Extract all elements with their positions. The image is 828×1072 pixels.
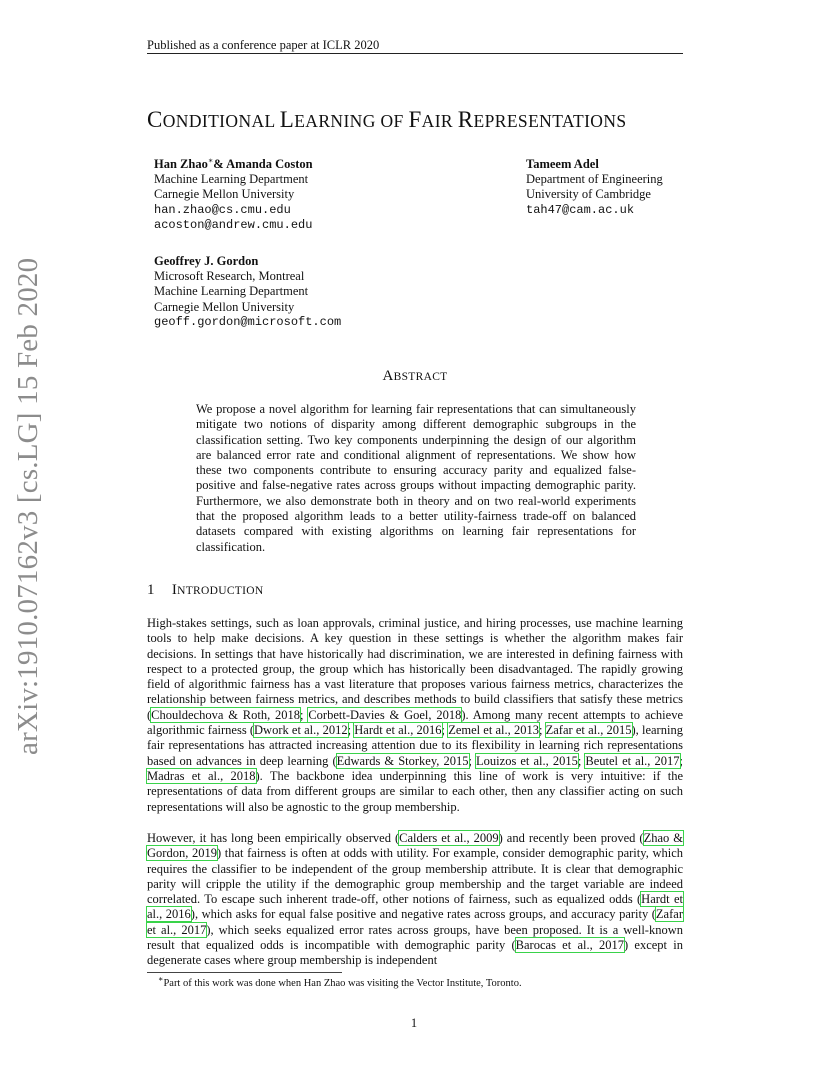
abstract-text: We propose a novel algorithm for learning fair representations that can simultaneously mitigate two notions of disparity among different demographic subgroups in the classification setting. Two key components underpinning the design of our algorithm are balanced error rate and conditional alignment of representations. We show how these two components contribute to ensuring accuracy parity and equalized false-positive and false-negative rates across groups without impacting demographic parity. Furthermore, we also demonstrate both in theory and on two real-world experiments that the proposed algorithm leads to a better utility-fairness trade-off on balanced datasets compared with existing algorithms on learning fair representations for classification. — [196, 402, 636, 554]
citation-link[interactable]: Dwork et al., 2012 — [254, 723, 348, 738]
citation-link[interactable]: Zafar et al., 2017 — [147, 907, 683, 937]
citation-link[interactable]: Chouldechova & Roth, 2018 — [151, 707, 301, 722]
citation-link[interactable]: Zemel et al., 2013 — [448, 723, 539, 738]
abstract-heading: ABSTRACT — [382, 368, 448, 384]
email: tah47@cam.ac.uk — [526, 202, 635, 217]
section-heading: 1 INTRODUCTION — [147, 582, 264, 598]
citation-link[interactable]: Hardt et al., 2016 — [354, 723, 442, 738]
author-name: Tameem Adel — [526, 157, 599, 171]
citation-link[interactable]: Calders et al., 2009 — [399, 831, 499, 845]
footnote-marker: ∗ — [207, 155, 214, 165]
footnote-marker: ∗ — [158, 974, 164, 984]
citation-link[interactable]: Madras et al., 2018 — [147, 768, 256, 783]
author-block-2 — [526, 157, 663, 218]
page-number: 1 — [410, 1016, 418, 1030]
affiliation: Machine Learning Department — [154, 284, 309, 299]
intro-paragraph-1: High-stakes settings, such as loan approvals, criminal justice, and hiring processes, use machine learning tools to help make decisions. A key question in these settings is whether the algorithm makes fair decisions. In settings that have historically had discrimination, we are interested in defining fairness with respect to a protected group, the group which has historically been disadvantaged. The rapidly growing field of algorithmic fairness has a vast literature that proposes various fairness metrics, characterizes the relationship between fairness metrics, and describes methods to build classifiers that satisfy these metrics (Chouldechova & Roth, 2018; Corbett-Davies & Goel, 2018). Among many recent attempts to achieve algorithmic fairness (Dwork et al., 2012; Hardt et al., 2016; Zemel et al., 2013; Zafar et al., 2015), learning fair representations has attracted increasing attention due to its flexibility in learning rich representations based on advances in deep learning (Edwards & Storkey, 2015; Louizos et al., 2015; Beutel et al., 2017; Madras et al., 2018). The backbone idea underpinning this line of work is very intuitive: if the representations of data from different groups are similar to each other, then any classifier acting on such representations will also be agnostic to the group membership. — [147, 616, 684, 814]
author-name: & Amanda Coston — [213, 157, 313, 171]
author-name: Han Zhao — [154, 157, 208, 171]
footnote: ∗Part of this work was done when Han Zhao was visiting the Vector Institute, Toronto. — [158, 974, 522, 989]
paper-title: CONDITIONAL LEARNING OF FAIR REPRESENTATIONS — [147, 107, 627, 132]
affiliation: Carnegie Mellon University — [154, 299, 295, 314]
author-block-1 — [154, 157, 313, 233]
citation-link[interactable]: Zhao & Gordon, 2019 — [147, 831, 683, 861]
header-rule — [147, 53, 683, 54]
arxiv-stamp: arXiv:1910.07162v3 [cs.LG] 15 Feb 2020 — [12, 257, 44, 755]
email: geoff.gordon@microsoft.com — [154, 314, 342, 329]
citation-link[interactable]: Barocas et al., 2017 — [515, 938, 624, 953]
citation-link[interactable]: Louizos et al., 2015 — [476, 753, 578, 768]
citation-link[interactable]: Zafar et al., 2015 — [545, 723, 632, 738]
author-name: Geoffrey J. Gordon — [154, 254, 259, 268]
intro-paragraph-2: However, it has long been empirically observed (Calders et al., 2009) and recently been proved (Zhao & Gordon, 2019) that fairness is often at odds with utility. For example, consider demographic parity, which requires the classifier to be independent of the group membership attribute. It is clear that demographic parity will cripple the utility if the demographic group membership and the target variable are indeed correlated. To escape such inherent trade-off, other notions of fairness, such as equalized odds (Hardt et al., 2016), which asks for equal false positive and negative rates across groups, and accuracy parity (Zafar et al., 2017), which seeks equalized error rates across groups, have been proposed. It is a well-known result that equalized odds is incompatible with demographic parity (Barocas et al., 2017) except in degenerate cases where group membership is independent — [147, 831, 683, 968]
citation-link[interactable]: Edwards & Storkey, 2015 — [336, 753, 469, 768]
affiliation: University of Cambridge — [526, 187, 651, 202]
citation-link[interactable]: Hardt et al., 2016 — [147, 892, 683, 922]
running-header: Published as a conference paper at ICLR 2020 — [147, 38, 380, 52]
affiliation: Department of Engineering — [526, 172, 663, 187]
email: acoston@andrew.cmu.edu — [154, 217, 313, 232]
citation-link[interactable]: Beutel et al., 2017 — [585, 753, 680, 768]
footnote-rule — [147, 972, 342, 973]
email: han.zhao@cs.cmu.edu — [154, 202, 291, 217]
affiliation: Microsoft Research, Montreal — [154, 269, 305, 284]
author-block-3 — [154, 254, 341, 330]
citation-link[interactable]: Corbett-Davies & Goel, 2018 — [308, 707, 462, 722]
affiliation: Machine Learning Department — [154, 172, 309, 187]
affiliation: Carnegie Mellon University — [154, 187, 295, 202]
